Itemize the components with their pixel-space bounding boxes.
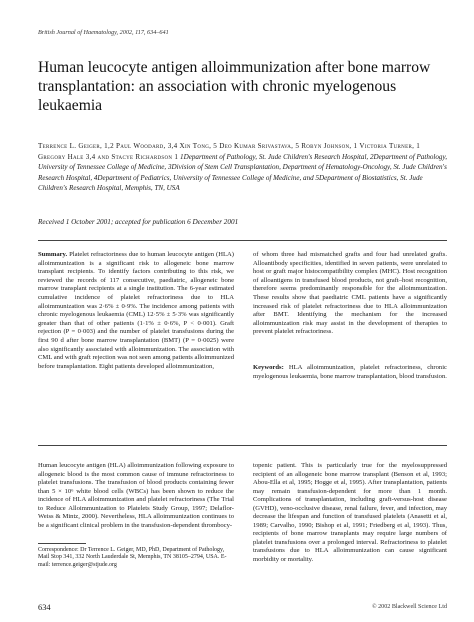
abstract-label: Summary. bbox=[38, 251, 68, 258]
author-names: Terrence L. Geiger, 1,2 Paul Woodard, 3,4 Xin Tong, 5 Deo Kumar Srivastava, 5 Robyn Johnson, 1 Victoria Turner, 1 Gregory Hale 3,4 and Stacye Richardson 1 bbox=[38, 142, 421, 161]
author-affiliations: 1Department of Pathology, St. Jude Children's Research Hospital, 2Department of Pathology, University of Tennessee College of Medicine, 3Division of Stem Cell Transplantation, Department of Hematology-Oncology, St. Jude Children's Research Hospital, 4Department of Pediatrics, University of Tennessee College of Medicine, and 5Department of Biostatistics, St. Jude Children's Research Hospital, Memphis, TN, USA bbox=[38, 152, 448, 193]
body-text-left-column: Human leucocyte antigen (HLA) alloimmunization following exposure to allogeneic blood is the most common cause of immune refractoriness to platelet transfusions. The transfusion of blood products containing fewer than 5 × 10⁶ white blood cells (WBCs) has been shown to reduce the incidence of HLA alloimmunization and platelet refractoriness (The Trial to Reduce Alloimmunization to Platelets Study Group, 1997; Delaflor-Weiss & Mintz, 2000). Nevertheless, HLA alloimmunization continues to be a significant clinical problem in the transfusion-dependent thrombocy- bbox=[38, 462, 234, 529]
abstract-bottom-rule bbox=[38, 445, 447, 446]
page-number: 634 bbox=[38, 603, 51, 612]
keywords bbox=[253, 364, 447, 381]
correspondence-note: Correspondence: Dr Terrence L. Geiger, MD, PhD, Department of Pathology, Mail Stop 341, 332 North Lauderdale St, Memphis, TN 38105–2794, USA. E-mail: terrence.geiger@stjude.org bbox=[38, 547, 227, 568]
abstract-text-left: Platelet refractoriness due to human leucocyte antigen (HLA) alloimmunization is a significant risk to allogeneic bone marrow transplant recipients. To identify factors contributing to this risk, we reviewed the records of 117 consecutive, paediatric, allogeneic bone marrow transplant recipients at a single institution. The 6-year estimated cumulative incidence of platelet refractoriness due to HLA alloimmunization was 2·6% ± 0·9%. The incidence among patients with chronic myelogenous leukaemia (CML) 12·5% ± 5·3% was significantly greater than that of other patients (1·1% ± 0·6%, P < 0·001). Graft rejection (P = 0·003) and the number of platelet transfusions during the first 90 d after bone marrow transplantation (BMT) (P = 0·0025) were also significantly associated with alloimmunization. The association with CML and with graft rejection was not seen among patients alloimmunized before transplantation. Eight patients developed alloimmunization, bbox=[38, 251, 234, 370]
abstract-left-column bbox=[38, 251, 234, 371]
abstract-right-column bbox=[253, 251, 447, 337]
running-head: British Journal of Haematology, 2002, 117, 634–641 bbox=[38, 29, 169, 36]
keywords-text: HLA alloimmunization, platelet refractoriness, chronic myelogenous leukaemia, bone marrow transplantation, blood transfusion. bbox=[253, 364, 447, 380]
abstract-top-rule bbox=[38, 240, 447, 241]
received-dates: Received 1 October 2001; accepted for publication 6 December 2001 bbox=[38, 218, 239, 226]
author-block bbox=[38, 141, 448, 194]
footnote-rule bbox=[38, 543, 86, 544]
copyright-notice: © 2002 Blackwell Science Ltd bbox=[371, 604, 447, 610]
article-title: Human leucocyte antigen alloimmunization after bone marrow transplantation: an association with chronic myelogenous leukaemia bbox=[38, 59, 431, 114]
keywords-label: Keywords: bbox=[253, 364, 284, 371]
body-text-right-column: topenic patient. This is particularly true for the myelosuppressed recipient of an allogeneic bone marrow transplant (Benson et al, 1993; Abou-Ella et al, 1995; Hogge et al, 1995). After transplantation, patients may remain transfusion-dependent for more than 1 month. Complications of transplantation, including graft-versus-host disease (GVHD), veno-occlusive disease, renal failure, fever, and infection, may decrease the lifespan and function of transfused platelets (Anasetti et al, 1989; Carvalho, 1990; Bishop et al, 1991; Friedberg et al, 1993). Thus, recipients of bone marrow transplants may require large numbers of platelet transfusions over a prolonged interval. Refractoriness to platelet transfusions due to HLA alloimmunization can cause significant morbidity or mortality. bbox=[253, 462, 447, 564]
abstract-text-right: of whom three had mismatched grafts and four had unrelated grafts. Alloantibody specificities, identified in seven patients, were unrelated to host or graft major histocompatibility complex (MHC). Host recognition of alloantigens in transfused blood products, not graft–host recognition, therefore seems predominantly responsible for the alloimmunization. These results show that paediatric CML patients have a significantly increased risk of platelet refractoriness due to HLA alloimmunization after BMT. Identifying the mechanism for the increased alloimmunization risk may assist in the development of therapies to prevent platelet refractoriness. bbox=[253, 251, 447, 336]
